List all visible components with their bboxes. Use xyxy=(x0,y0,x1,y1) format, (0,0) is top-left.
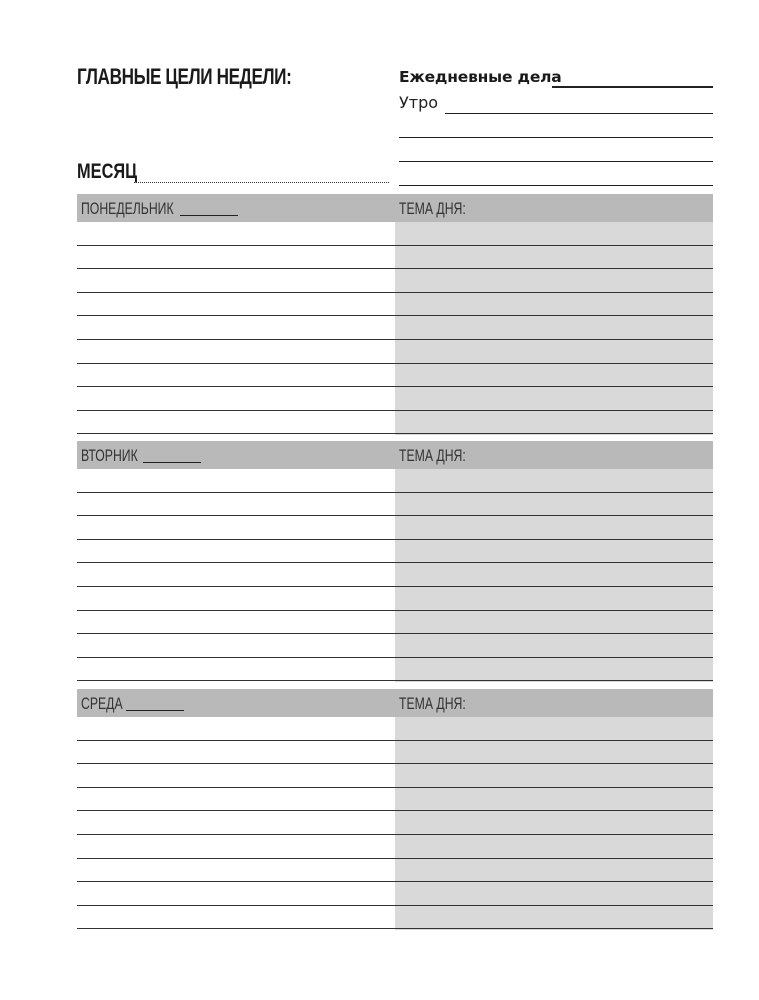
writing-line[interactable] xyxy=(77,410,713,411)
writing-line[interactable] xyxy=(77,763,713,764)
writing-line[interactable] xyxy=(77,363,713,364)
day-name: СРЕДА xyxy=(81,694,123,713)
daily-task-line[interactable] xyxy=(399,162,713,186)
day-header xyxy=(77,194,713,222)
writing-line[interactable] xyxy=(77,292,713,293)
daily-task-line[interactable] xyxy=(399,138,713,162)
month-dotted-line xyxy=(134,182,389,183)
writing-line[interactable] xyxy=(77,315,713,316)
day-header xyxy=(77,689,713,717)
writing-line[interactable] xyxy=(77,339,713,340)
day-section-tuesday xyxy=(77,441,713,682)
writing-line[interactable] xyxy=(77,633,713,634)
writing-line[interactable] xyxy=(77,810,713,811)
writing-line[interactable] xyxy=(77,928,713,929)
writing-line[interactable] xyxy=(77,787,713,788)
writing-line[interactable] xyxy=(77,881,713,882)
daily-tasks-block xyxy=(399,64,713,186)
writing-line[interactable] xyxy=(77,492,713,493)
morning-label: Утро xyxy=(399,93,444,112)
day-name: ПОНЕДЕЛЬНИК xyxy=(81,199,174,218)
theme-column xyxy=(395,469,713,682)
writing-line[interactable] xyxy=(77,586,713,587)
day-lines[interactable] xyxy=(77,717,713,930)
writing-line[interactable] xyxy=(77,562,713,563)
theme-column xyxy=(395,717,713,930)
day-lines[interactable] xyxy=(77,469,713,682)
day-name: ВТОРНИК xyxy=(81,446,138,465)
morning-row[interactable] xyxy=(399,88,713,114)
writing-line[interactable] xyxy=(77,539,713,540)
theme-of-day-label: ТЕМА ДНЯ: xyxy=(399,694,466,713)
weekly-goals-title: ГЛАВНЫЕ ЦЕЛИ НЕДЕЛИ: xyxy=(77,64,292,89)
writing-line[interactable] xyxy=(77,657,713,658)
day-section-wednesday xyxy=(77,689,713,930)
writing-line[interactable] xyxy=(77,740,713,741)
writing-line[interactable] xyxy=(77,515,713,516)
month-field[interactable] xyxy=(77,160,389,186)
day-date-blank[interactable] xyxy=(180,215,238,216)
writing-line[interactable] xyxy=(77,268,713,269)
writing-line[interactable] xyxy=(77,905,713,906)
theme-of-day-label: ТЕМА ДНЯ: xyxy=(399,199,466,218)
writing-line[interactable] xyxy=(77,386,713,387)
month-label: МЕСЯЦ xyxy=(77,160,138,183)
daily-task-rule xyxy=(399,185,713,186)
day-section-monday xyxy=(77,194,713,435)
daily-tasks-title: Ежедневные дела xyxy=(399,68,568,86)
day-date-blank[interactable] xyxy=(126,710,184,711)
day-date-blank[interactable] xyxy=(143,462,201,463)
day-header xyxy=(77,441,713,469)
day-lines[interactable] xyxy=(77,222,713,435)
writing-line[interactable] xyxy=(77,610,713,611)
writing-line[interactable] xyxy=(77,680,713,681)
writing-line[interactable] xyxy=(77,858,713,859)
daily-task-line[interactable] xyxy=(399,114,713,138)
theme-of-day-label: ТЕМА ДНЯ: xyxy=(399,446,466,465)
writing-line[interactable] xyxy=(77,433,713,434)
theme-column xyxy=(395,222,713,435)
writing-line[interactable] xyxy=(77,834,713,835)
daily-tasks-title-row[interactable] xyxy=(399,64,713,88)
writing-line[interactable] xyxy=(77,245,713,246)
